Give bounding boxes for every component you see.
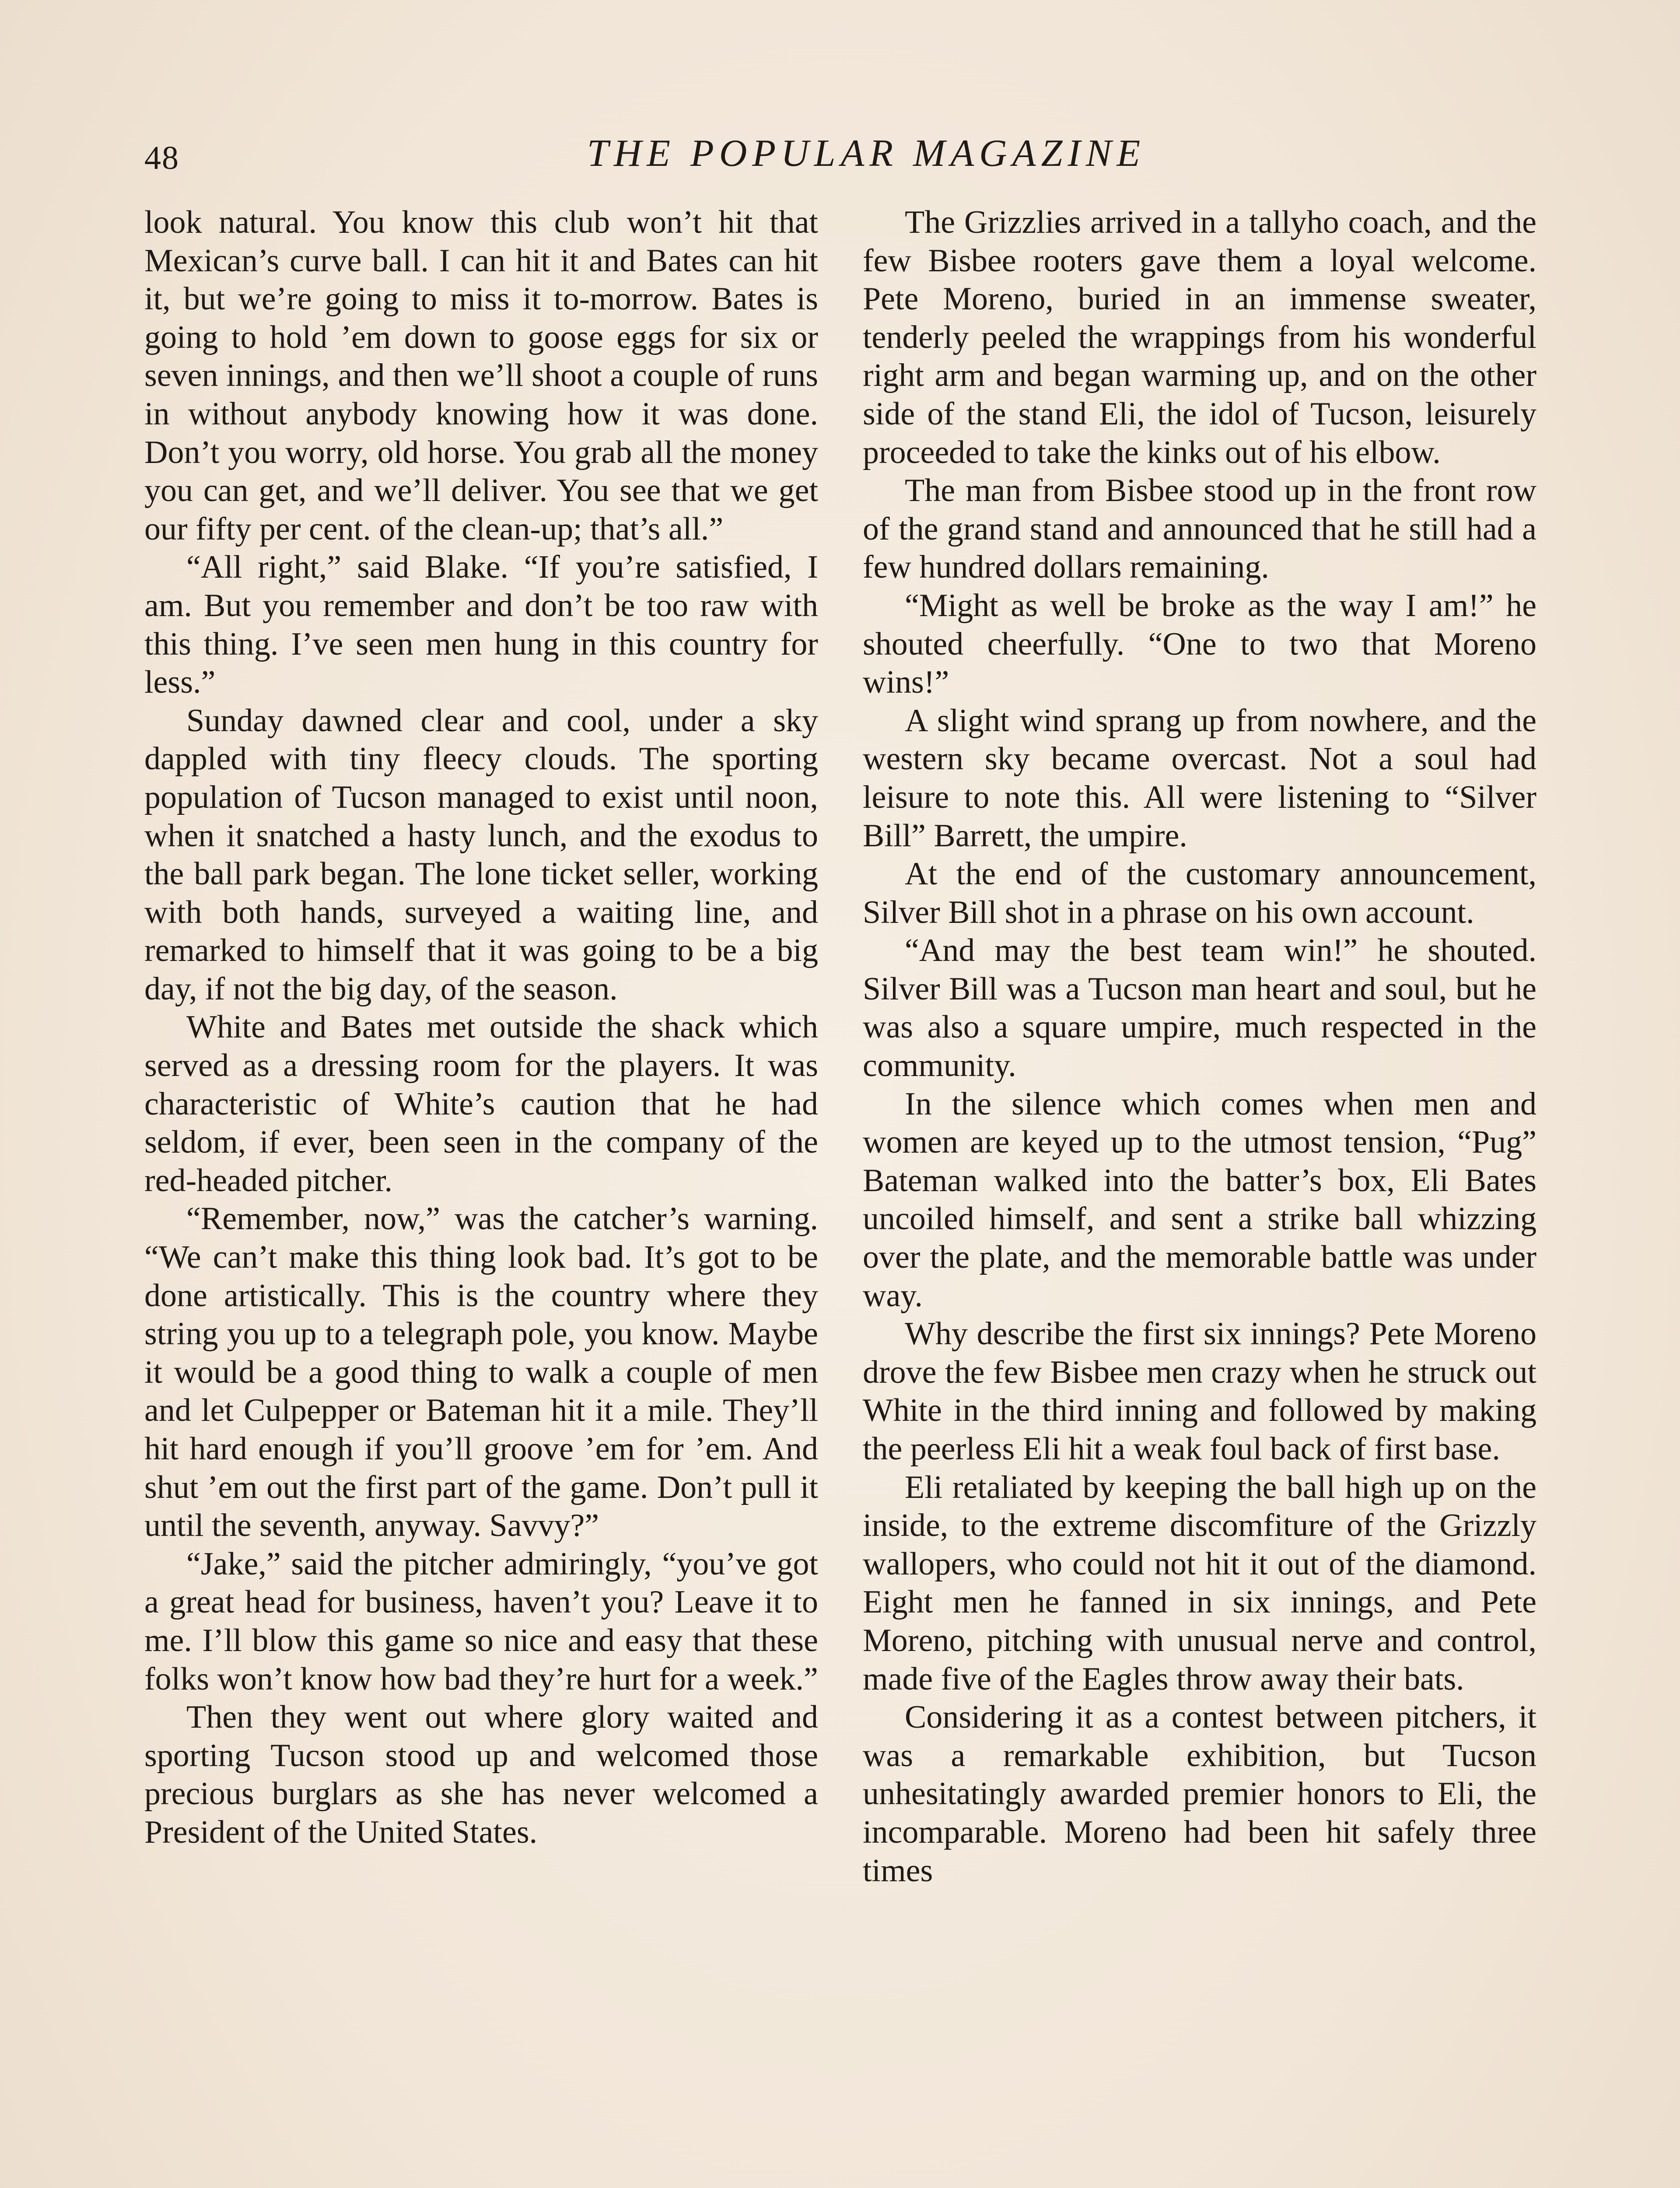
paragraph: Why describe the first six innings? Pete Moreno drove the few Bisbee men crazy when he struck out White in the third inning and followed by making the peerless Eli hit a weak foul back of first base.: [863, 1316, 1536, 1467]
paragraph: “All right,” said Blake. “If you’re satisfied, I am. But you remember and don’t be too raw with this thing. I’ve seen men hung in this country for less.”: [144, 549, 818, 701]
paragraph: At the end of the customary announcement, Silver Bill shot in a phrase on his own account.: [863, 856, 1536, 930]
paragraph: “Might as well be broke as the way I am!” he shouted cheerfully. “One to two that Moreno wins!”: [863, 587, 1536, 701]
paragraph: Considering it as a contest between pitchers, it was a remarkable exhibition, but Tucson unhesitatingly awarded premier honors to Eli, the incomparable. Moreno had been hit safely three times: [863, 1699, 1536, 1889]
page-number: 48: [144, 140, 179, 176]
paragraph: Then they went out where glory waited and sporting Tucson stood up and welcomed those precious burglars as she has never welcomed a President of the United States.: [144, 1699, 818, 1850]
left-column: [144, 203, 818, 1852]
paragraph: White and Bates met outside the shack which served as a dressing room for the players. It was characteristic of White’s caution that he had seldom, if ever, been seen in the company of the red-headed pitcher.: [144, 1009, 818, 1199]
paragraph: “Remember, now,” was the catcher’s warning. “We can’t make this thing look bad. It’s got to be done artistically. This is the country where they string you up to a telegraph pole, you know. Maybe it would be a good thing to walk a couple of men and let Culpepper or Bateman hit it a mile. They’ll hit hard enough if you’ll groove ’em for ’em. And shut ’em out the first part of the game. Don’t pull it until the seventh, anyway. Savvy?”: [144, 1201, 818, 1544]
paragraph: “Jake,” said the pitcher admiringly, “you’ve got a great head for business, haven’t you? Leave it to me. I’ll blow this game so nice and easy that these folks won’t know how bad they’re hurt for a week.”: [144, 1546, 818, 1697]
paragraph: In the silence which comes when men and women are keyed up to the utmost tension, “Pug” Bateman walked into the batter’s box, Eli Bates uncoiled himself, and sent a strike ball whizzing over the plate, and the memorable battle was under way.: [863, 1086, 1536, 1314]
right-column: [863, 203, 1536, 1890]
paragraph: The man from Bisbee stood up in the front row of the grand stand and announced that he still had a few hundred dollars remaining.: [863, 473, 1536, 586]
paragraph: Sunday dawned clear and cool, under a sky dappled with tiny fleecy clouds. The sporting population of Tucson managed to exist until noon, when it snatched a hasty lunch, and the exodus to the ball park began. The lone ticket seller, working with both hands, surveyed a waiting line, and remarked to himself that it was going to be a big day, if not the big day, of the season.: [144, 702, 818, 1007]
paragraph: The Grizzlies arrived in a tallyho coach, and the few Bisbee rooters gave them a loyal welcome. Pete Moreno, buried in an immense sweater, tenderly peeled the wrappings from his wonderful right arm and began warming up, and on the other side of the stand Eli, the idol of Tucson, leisurely proceeded to take the kinks out of his elbow.: [863, 204, 1536, 470]
paragraph: “And may the best team win!” he shouted. Silver Bill was a Tucson man heart and soul, but he was also a square umpire, much respected in the community.: [863, 933, 1536, 1084]
running-title: THE POPULAR MAGAZINE: [587, 132, 1146, 175]
paragraph: look natural. You know this club won’t hit that Mexican’s curve ball. I can hit it and Bates can hit it, but we’re going to miss it to-morrow. Bates is going to hold ’em down to goose eggs for six or seven innings, and then we’ll shoot a couple of runs in without anybody knowing how it was done. Don’t you worry, old horse. You grab all the money you can get, and we’ll deliver. You see that we get our fifty per cent. of the clean-up; that’s all.”: [144, 204, 818, 547]
page-header: [144, 131, 1536, 184]
paragraph: Eli retaliated by keeping the ball high up on the inside, to the extreme discomfiture of the Grizzly wallopers, who could not hit it out of the diamond. Eight men he fanned in six innings, and Pete Moreno, pitching with unusual nerve and control, made five of the Eagles throw away their bats.: [863, 1469, 1536, 1697]
paragraph: A slight wind sprang up from nowhere, and the western sky became overcast. Not a soul had leisure to note this. All were listening to “Silver Bill” Barrett, the umpire.: [863, 702, 1536, 854]
